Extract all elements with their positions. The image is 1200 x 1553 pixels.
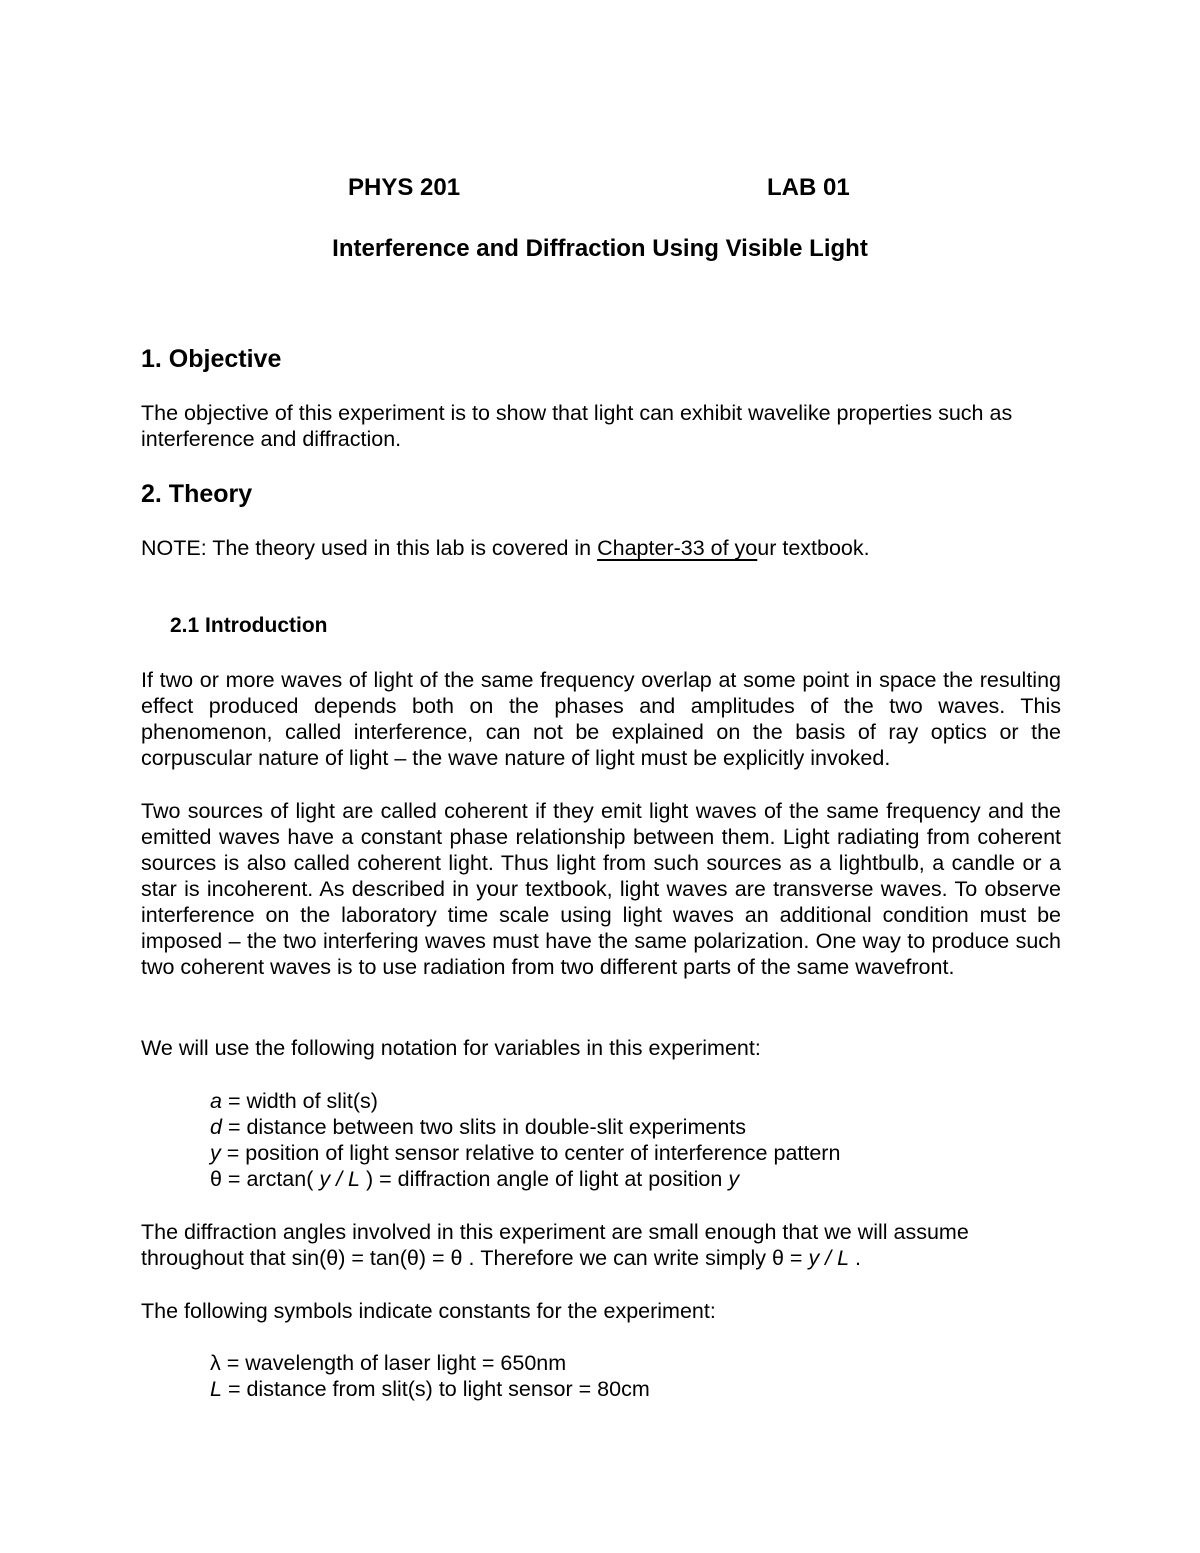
constant-L	[210, 1376, 650, 1402]
constant-description: = wavelength of laser light = 650nm	[220, 1351, 567, 1375]
introduction-heading: 2.1 Introduction	[170, 614, 328, 637]
theory-note-prefix: NOTE: The theory used in this lab is covered in	[141, 536, 598, 560]
constant-symbol: λ	[210, 1351, 221, 1375]
theta-prefix: θ = arctan(	[210, 1167, 320, 1191]
small-angle-text: throughout that sin(θ) = tan(θ) = θ . Therefore we can write simply θ =	[141, 1246, 809, 1270]
theta-ratio: y / L	[319, 1167, 360, 1191]
constant-description: = distance from slit(s) to light sensor = 80cm	[221, 1377, 650, 1401]
small-angle-line-2	[141, 1245, 861, 1271]
objective-heading: 1. Objective	[141, 345, 282, 373]
theta-description: ) = diffraction angle of light at position	[360, 1167, 729, 1191]
variable-description: = position of light sensor relative to center of interference pattern	[220, 1141, 841, 1165]
objective-text: The objective of this experiment is to show that light can exhibit wavelike properties such as interference and diffraction.	[141, 401, 1013, 451]
variable-symbol: y	[210, 1141, 221, 1165]
theory-heading: 2. Theory	[141, 480, 253, 508]
small-angle-ratio: y / L	[808, 1246, 850, 1270]
variable-symbol: a	[210, 1089, 222, 1113]
variable-description: = distance between two slits in double-slit experiments	[221, 1115, 746, 1139]
constant-lambda	[210, 1350, 566, 1376]
variable-y	[210, 1140, 840, 1166]
intro-paragraph-1: If two or more waves of light of the same frequency overlap at some point in space the resulting effect produced depends both on the phases and amplitudes of the two waves. This phenomenon, called interference, can not be explained on the basis of ray optics or the corpuscular nature of light – the wave nature of light must be explicitly invoked.	[141, 668, 1061, 770]
notation-intro: We will use the following notation for variables in this experiment:	[141, 1036, 761, 1060]
constant-symbol: L	[210, 1377, 222, 1401]
lab-number: LAB 01	[767, 174, 850, 201]
variable-theta	[210, 1166, 739, 1192]
theta-position-symbol: y	[728, 1167, 740, 1191]
document-title: Interference and Diffraction Using Visible Light	[332, 235, 868, 262]
variable-symbol: d	[210, 1115, 222, 1139]
textbook-chapter-link[interactable]: Chapter-33 of yo	[597, 536, 758, 560]
constants-intro: The following symbols indicate constants for the experiment:	[141, 1299, 716, 1323]
intro-paragraph-2: Two sources of light are called coherent if they emit light waves of the same frequency and the emitted waves have a constant phase relationship between them. Light radiating from coherent sources is also called coherent light. Thus light from such sources as a lightbulb, a candle or a star is incoherent. As described in your textbook, light waves are transverse waves. To observe interference on the laboratory time scale using light waves an additional condition must be imposed – the two interfering waves must have the same polarization. One way to produce such two coherent waves is to use radiation from two different parts of the same wavefront.	[141, 799, 1061, 979]
small-angle-line-1: The diffraction angles involved in this experiment are small enough that we will assume	[141, 1220, 969, 1244]
small-angle-end: .	[849, 1246, 862, 1270]
course-code: PHYS 201	[348, 174, 461, 201]
theory-note	[141, 535, 870, 561]
variable-d	[210, 1114, 746, 1140]
theory-note-suffix: ur textbook.	[757, 536, 870, 560]
variable-description: = width of slit(s)	[221, 1089, 378, 1113]
variable-a	[210, 1088, 378, 1114]
